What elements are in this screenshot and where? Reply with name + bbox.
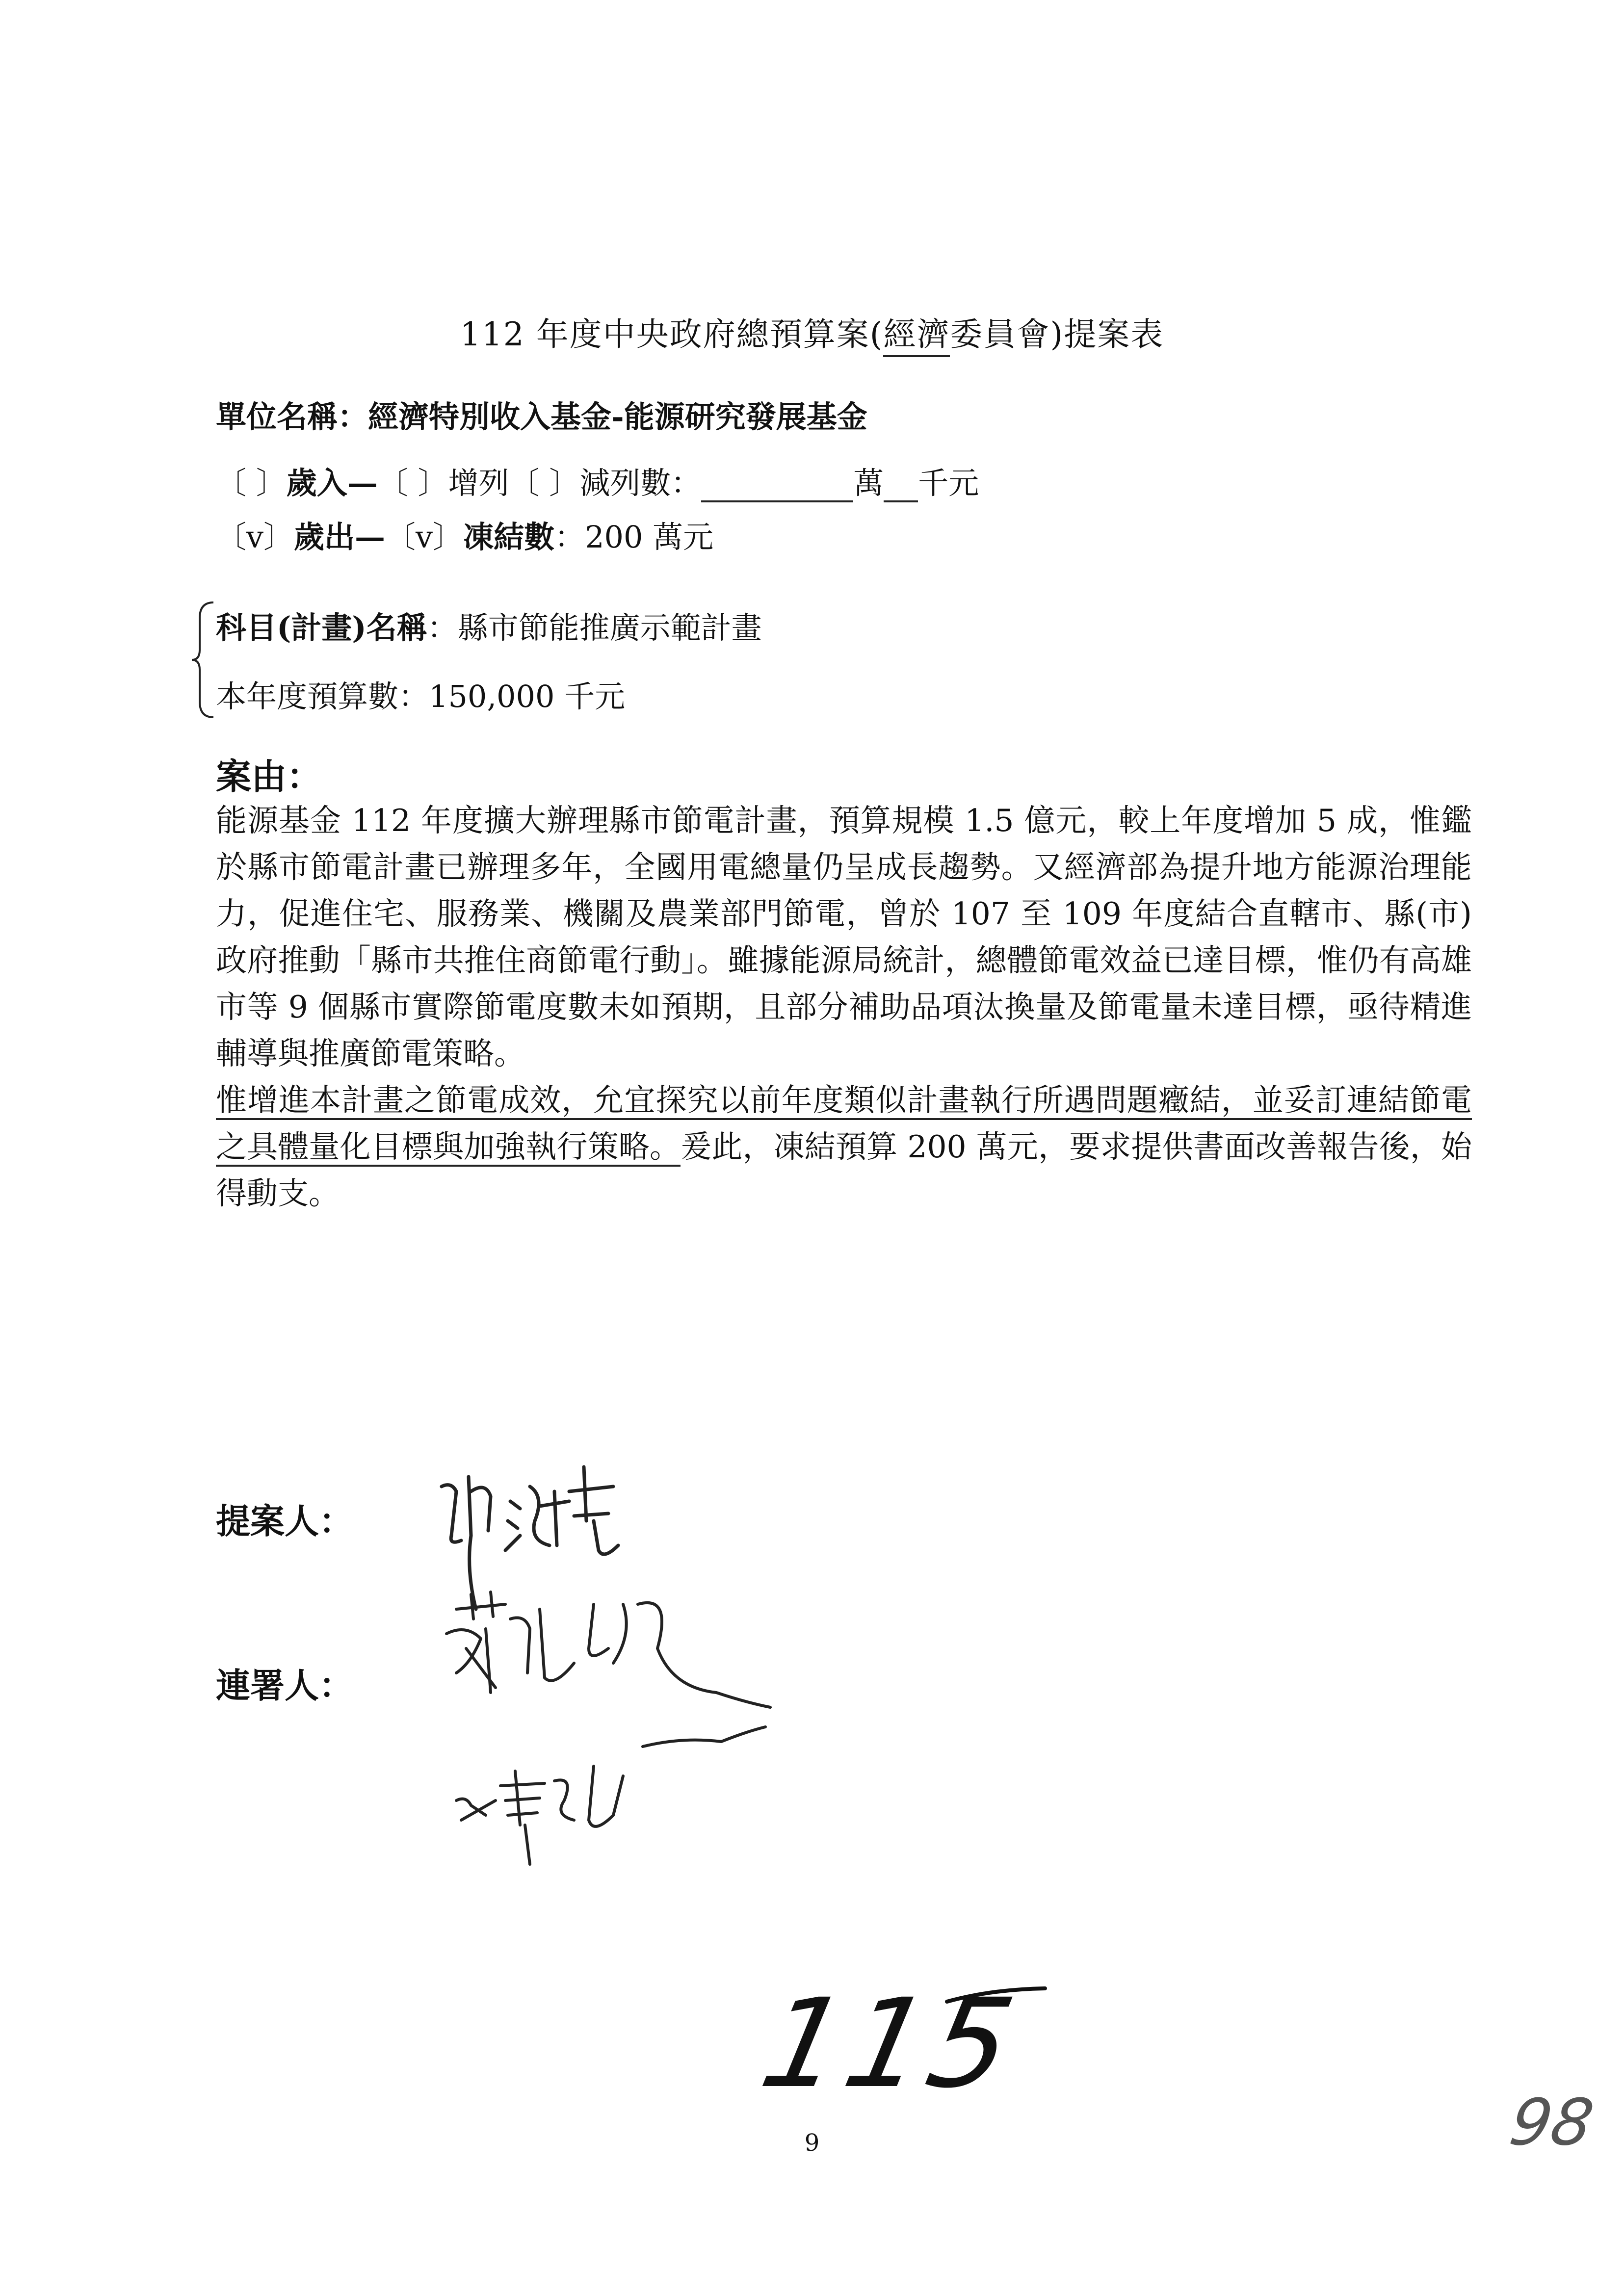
reason-heading: 案由： — [216, 756, 322, 797]
expense-line: 〔v〕歲出—〔v〕凍結數：200 萬元 — [216, 519, 714, 555]
handwritten-stroke — [942, 1984, 1050, 2009]
subject-bracket — [189, 599, 218, 721]
corner-handwritten-number: 98 — [1504, 2085, 1599, 2160]
unit-line — [216, 392, 867, 436]
reason-closing: 爰此，凍結預算 200 萬元，要求提供書面改善報告後，始得動支。 — [216, 1129, 1472, 1211]
subject-budget-line: 本年度預算數：150,000 千元 — [216, 678, 626, 714]
reason-underlined: 惟增進本計畫之節電成效，允宜探究以前年度類似計畫執行所遇問題癥結，並妥訂連結節電之具體量化目標與加強執行策略。 — [216, 1082, 1472, 1167]
unit-label: 單位名稱： — [216, 399, 368, 435]
revenue-line: 〔 〕歲入—〔 〕增列〔 〕減列數： 萬 千元 — [216, 459, 979, 502]
page-number: 9 — [804, 2129, 820, 2157]
proposer-label: 提案人： — [216, 1501, 353, 1541]
title-underlined-word: 經濟 — [883, 315, 950, 357]
unit-value: 經濟特別收入基金-能源研究發展基金 — [368, 399, 867, 435]
reason-body — [216, 797, 1472, 1217]
cosigner-label: 連署人： — [216, 1665, 353, 1706]
document-title: 112 年度中央政府總預算案(經濟委員會)提案表 — [0, 308, 1624, 355]
handwritten-number: 115 — [750, 1972, 1030, 2115]
cosigner-signatures — [427, 1590, 849, 1894]
reason-paragraph: 能源基金 112 年度擴大辦理縣市節電計畫，預算規模 1.5 億元，較上年度增加 5 成，惟鑑於縣市節電計畫已辦理多年，全國用電總量仍呈成長趨勢。又經濟部為提升地方能源治理能力，促進住宅、服務業、機關及農業部門節電，曾於 107 至 109 年度結合直轄市、縣(市)政府推動「縣市共推住商節電行動」。雖據能源局統計，總體節電效益已達目標，惟仍有高雄市等 9 個縣市實際節電度數未如預期，且部分補助品項汰換量及節電量未達目標，亟待精進輔導與推廣節電策略。 — [216, 803, 1472, 1071]
amount-blank — [701, 470, 853, 502]
subject-name-line: 科目(計畫)名稱：縣市節能推廣示範計畫 — [216, 610, 762, 646]
amount-blank-small — [884, 470, 918, 502]
